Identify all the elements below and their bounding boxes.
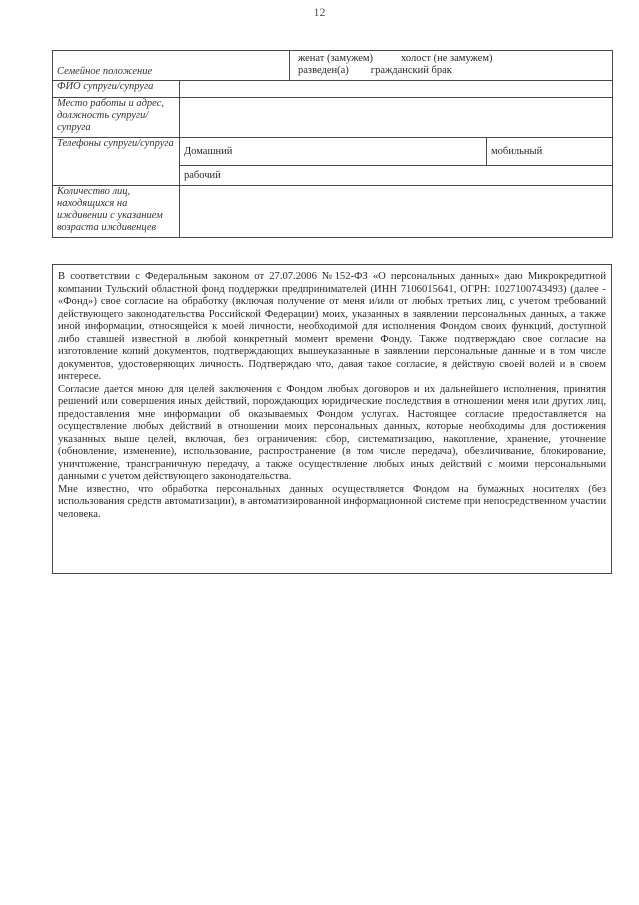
- marital-status-label: Семейное положение: [53, 51, 290, 81]
- work-phone-field[interactable]: [180, 166, 613, 186]
- personal-data-consent: [52, 264, 612, 574]
- dependents-row: [53, 186, 613, 238]
- consent-paragraph: Мне известно, что обработка персональных данных осуществляется Фондом на бумажных носителях (без использования средств автоматизации), в автоматизированной информационной системе при непосредственном участии человека.: [58, 483, 606, 520]
- spouse-work-field[interactable]: [180, 98, 613, 138]
- option-divorced[interactable]: разведен(а): [298, 65, 349, 76]
- home-phone-label: Домашний: [184, 145, 233, 157]
- page-number: 12: [313, 5, 326, 19]
- spouse-name-label: ФИО супруги/супруга: [53, 81, 180, 98]
- option-single[interactable]: холост (не замужем): [401, 53, 493, 64]
- option-civil-marriage[interactable]: гражданский брак: [370, 65, 452, 76]
- consent-paragraph: В соответствии с Федеральным законом от 27.07.2006 №152-ФЗ «О персональных данных» даю Микрокредитной компании Тульский областной фонд поддержки предпринимателей (ИНН 7106015641, ОГРН: 1027100743493) (далее - «Фонд») свое согласие на обработку (включая получение от меня и/или от любых третьих лиц, с учетом требований действующего законодательства Российской Федерации) моих, указанных в заявлении персональных данных, а также иной информации, относящейся к моей личности, необходимой для исполнения Фондом своих функций, доступной либо ставшей известной в любой конкретный момент времени Фонду. Также подтверждаю свое согласие на изготовление копий документов, подтверждающих вышеуказанные в заявлении персональные данные и в том числе документов, удостоверяющих личность. Подтверждаю что, давая такое согласие, я действую своей волей и в своем интересе.: [58, 271, 606, 382]
- marital-status-options: [290, 51, 613, 81]
- work-phone-label: рабочий: [184, 169, 221, 181]
- marital-status-row: [53, 51, 613, 81]
- mobile-phone-field[interactable]: [487, 138, 613, 166]
- spouse-name-row: [53, 81, 613, 98]
- spouse-work-label: Место работы и адрес, должность супруги/супруга: [53, 98, 180, 138]
- spouse-work-row: [53, 98, 613, 138]
- spouse-name-field[interactable]: [180, 81, 613, 98]
- spouse-phones-row: [53, 138, 613, 166]
- home-phone-field[interactable]: [180, 138, 487, 166]
- option-married[interactable]: женат (замужем): [298, 53, 373, 64]
- dependents-field[interactable]: [180, 186, 613, 238]
- personal-info-table: [52, 50, 613, 238]
- spouse-phones-label: Телефоны супруги/супруга: [53, 138, 180, 186]
- dependents-label: Количество лиц, находящихся на иждивении с указанием возраста иждивенцев: [53, 186, 180, 238]
- consent-paragraph: Согласие дается мною для целей заключения с Фондом любых договоров и их дальнейшего исполнения, принятия решений или совершения иных действий, порождающих юридические последствия в отношении меня или других лиц, предоставления мне информации об оказываемых Фондом услугах. Настоящее согласие предоставляется на осуществление любых действий в отношении моих персональных данных, которые необходимы для достижения указанных выше целей, включая, без ограничения: сбор, систематизацию, накопление, хранение, уточнение (обновление, изменение), использование, распространение (в том числе передача), обезличивание, блокирование, уничтожение, трансграничную передачу, а также осуществление любых иных действий с моими персональными данными с учетом действующего законодательства.: [58, 383, 606, 482]
- mobile-phone-label: мобильный: [491, 145, 543, 157]
